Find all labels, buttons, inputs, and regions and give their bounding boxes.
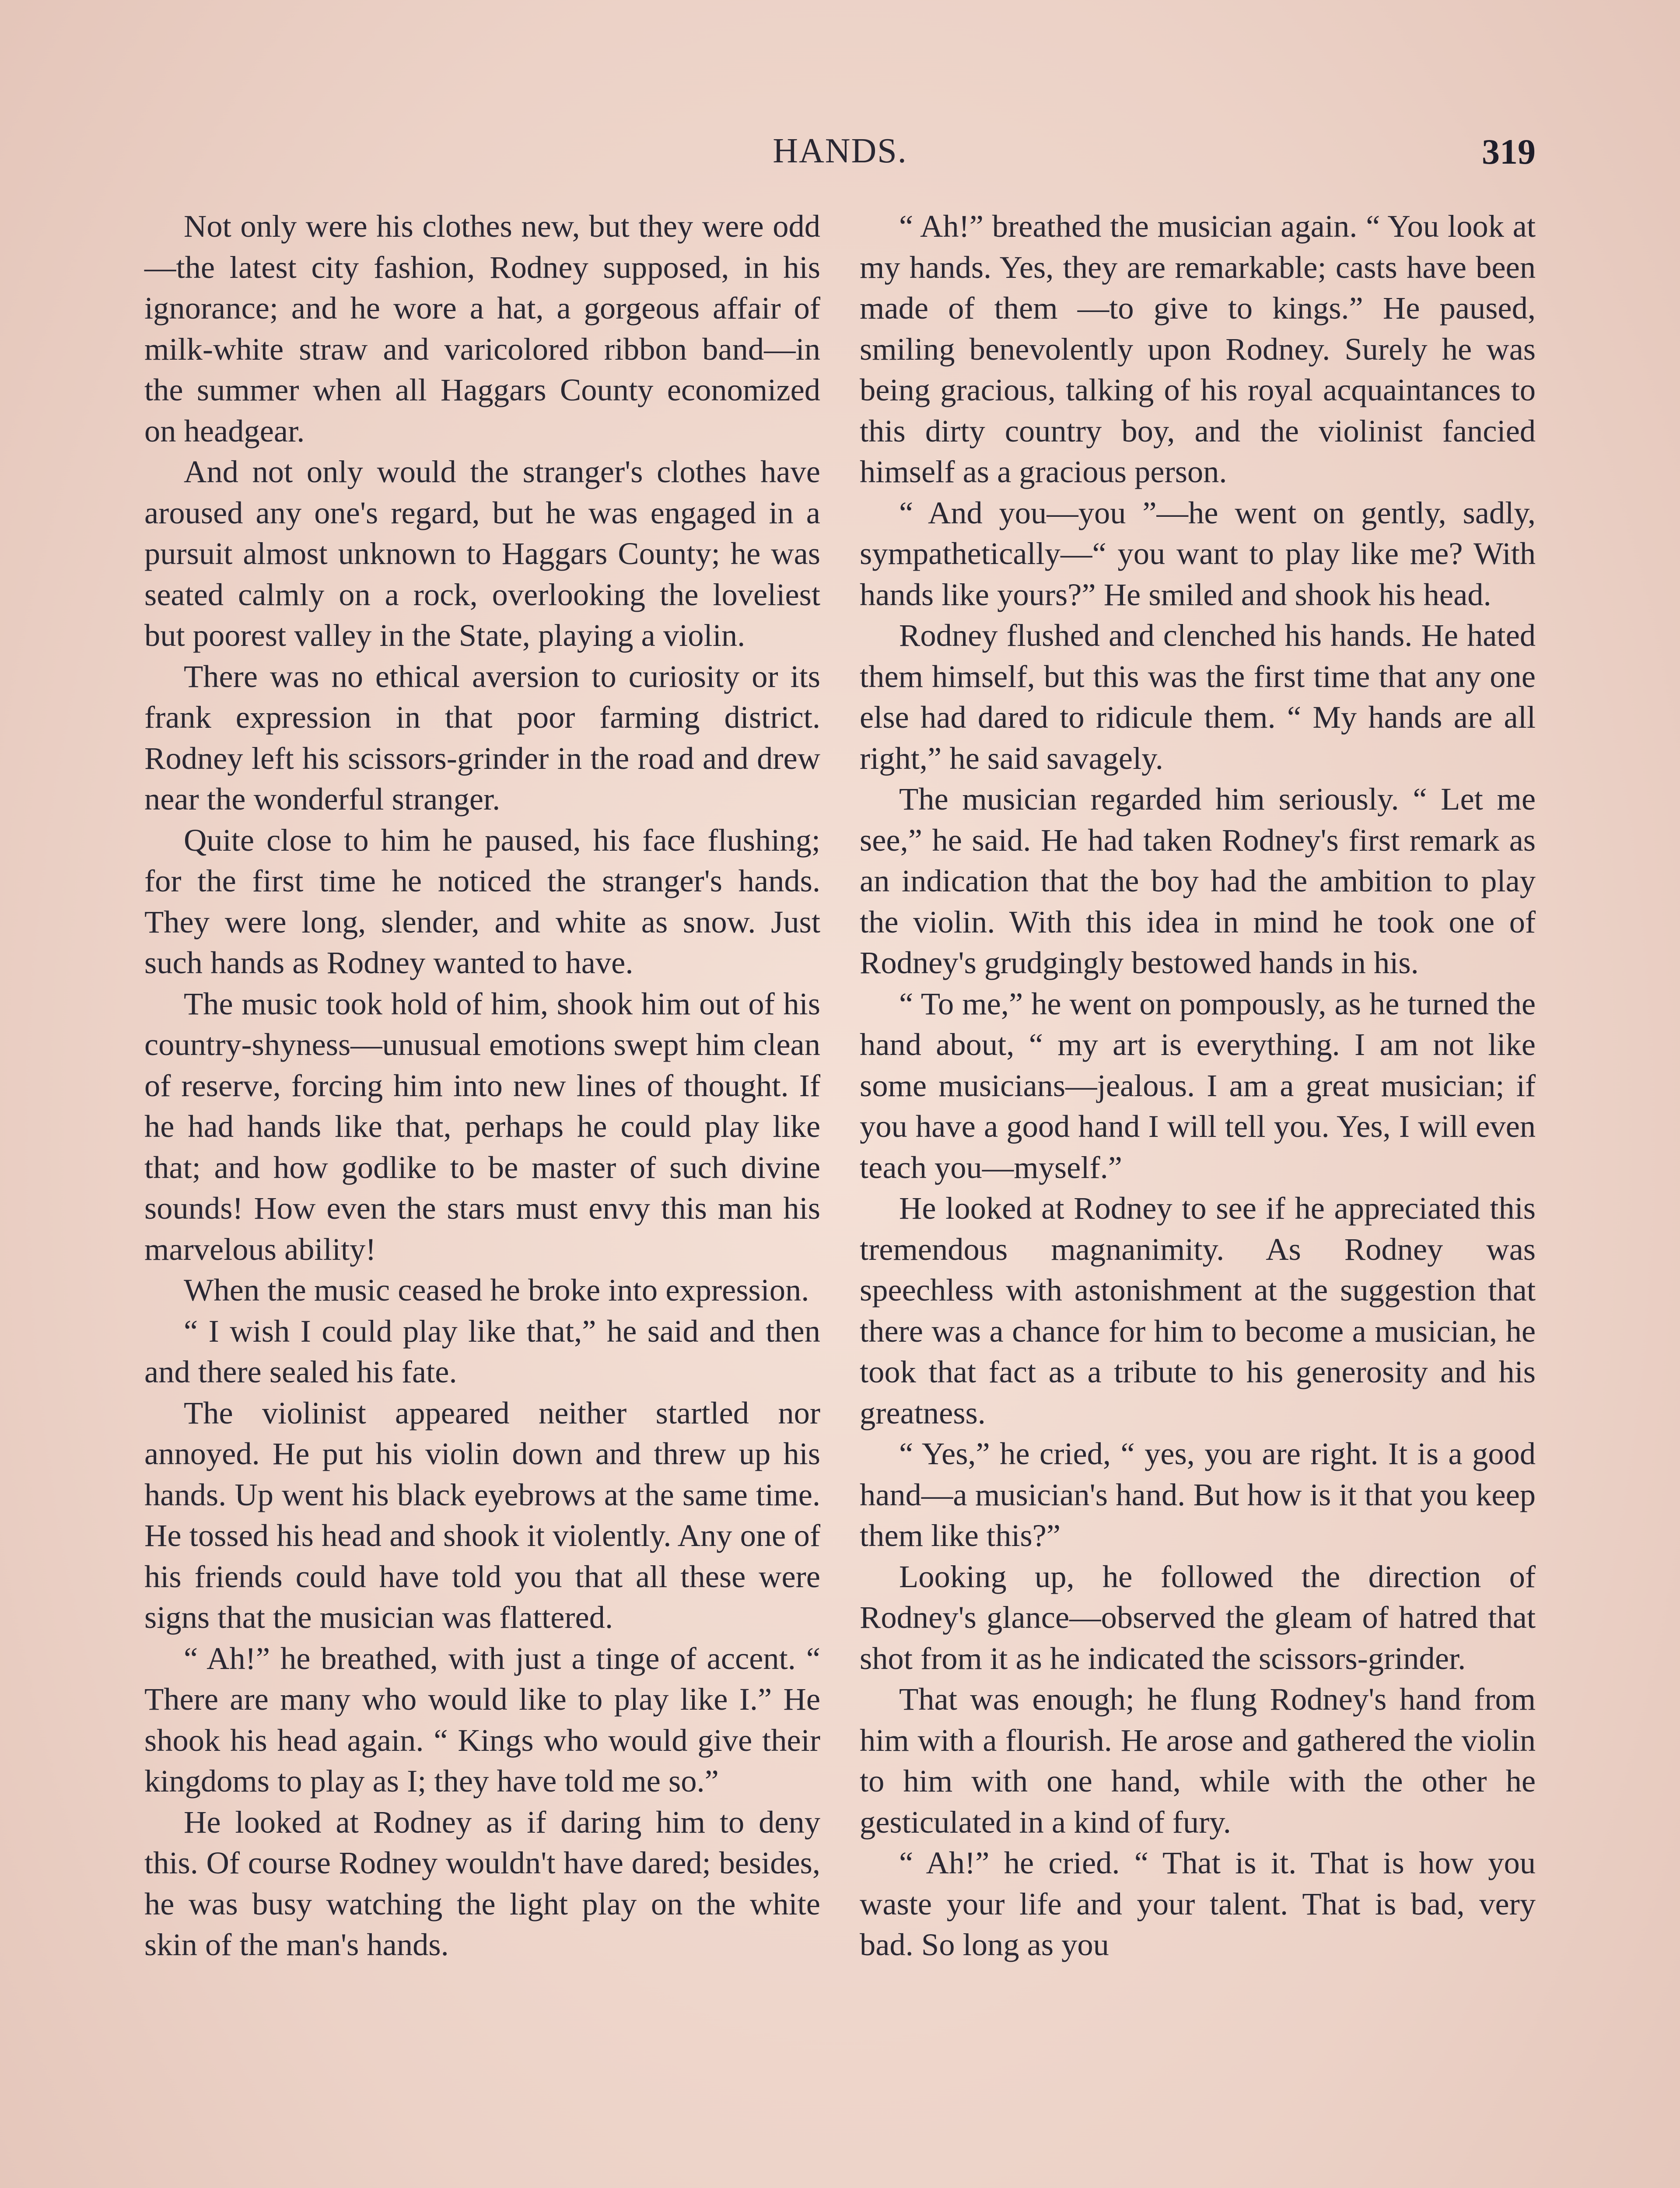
paragraph: Looking up, he followed the direction of Rodney's glance—observed the gleam of hatred that shot from it as he indicated the scissors-grinder. xyxy=(860,1558,1536,1676)
paragraph: Rodney flushed and clenched his hands. He hated them himself, but this was the first time that any one else had dared to ridicule them. “ My hands are all right,” he said savagely. xyxy=(860,617,1536,776)
paragraph: When the music ceased he broke into expression. xyxy=(184,1272,809,1308)
running-header xyxy=(0,131,1680,184)
paragraph: That was enough; he flung Rodney's hand from him with a flourish. He arose and gathered the violin to him with one hand, while with the other he gesticulated in a kind of fury. xyxy=(860,1681,1536,1840)
paragraph: Not only were his clothes new, but they were odd—the latest city fashion, Rodney supposed, in his ignorance; and he wore a hat, a gorgeous affair of milk-white straw and varicolored ribbon band—in the summer when all Haggars County economized on headgear. xyxy=(144,208,820,449)
paragraph: The musician regarded him seriously. “ Let me see,” he said. He had taken Rodney's first remark as an indication that the boy had the ambition to play the violin. With this idea in mind he took one of Rodney's grudgingly bestowed hands in his. xyxy=(860,781,1536,980)
page-number: 319 xyxy=(1482,132,1536,172)
right-column xyxy=(860,206,1536,1965)
page-title: HANDS. xyxy=(773,132,907,170)
paragraph: “ Yes,” he cried, “ yes, you are right. It is a good hand—a musician's hand. But how is it that you keep them like this?” xyxy=(860,1436,1536,1553)
paragraph: And not only would the stranger's clothes have aroused any one's regard, but he was engaged in a pursuit almost unknown to Haggars County; he was seated calmly on a rock, overlooking the loveliest but poorest valley in the State, playing a violin. xyxy=(144,454,820,653)
paragraph: “ Ah!” breathed the musician again. “ You look at my hands. Yes, they are remarkable; casts have been made of them —to give to kings.” He paused, smiling benevolently upon Rodney. Surely he was being gracious, talking of his royal acquaintances to this dirty country boy, and the violinist fancied himself as a gracious person. xyxy=(860,208,1536,489)
paragraph: “ Ah!” he breathed, with just a tinge of accent. “ There are many who would like to play like I.” He shook his head again. “ Kings who would give their kingdoms to play as I; they have told me so.” xyxy=(144,1640,820,1799)
paragraph: “ To me,” he went on pompously, as he turned the hand about, “ my art is everything. I am not like some musicians—jealous. I am a great musician; if you have a good hand I will tell you. Yes, I will even teach you—myself.” xyxy=(860,985,1536,1185)
paragraph: “ Ah!” he cried. “ That is it. That is how you waste your life and your talent. That is bad, very bad. So long as you xyxy=(860,1845,1536,1962)
paragraph: “ And you—you ”—he went on gently, sadly, sympathetically—“ you want to play like me? With hands like yours?” He smiled and shook his head. xyxy=(860,494,1536,612)
paragraph: The music took hold of him, shook him out of his country-shyness—unusual emotions swept him clean of reserve, forcing him into new lines of thought. If he had hands like that, perhaps he could play like that; and how godlike to be master of such divine sounds! How even the stars must envy this man his marvelous ability! xyxy=(144,985,820,1267)
paragraph: He looked at Rodney as if daring him to deny this. Of course Rodney wouldn't have dared; besides, he was busy watching the light play on the white skin of the man's hands. xyxy=(144,1804,820,1962)
paragraph: There was no ethical aversion to curiosity or its frank expression in that poor farming district. Rodney left his scissors-grinder in the road and drew near the wonderful stranger. xyxy=(144,658,820,817)
paragraph: The violinist appeared neither startled nor annoyed. He put his violin down and threw up his hands. Up went his black eyebrows at the same time. He tossed his head and shook it violently. Any one of his friends could have told you that all these were signs that the musician was flattered. xyxy=(144,1395,820,1635)
paragraph: Quite close to him he paused, his face flushing; for the first time he noticed the stranger's hands. They were long, slender, and white as snow. Just such hands as Rodney wanted to have. xyxy=(144,822,820,980)
left-column xyxy=(144,206,820,1965)
paragraph: “ I wish I could play like that,” he said and then and there sealed his fate. xyxy=(144,1313,820,1389)
paragraph: He looked at Rodney to see if he appreciated this tremendous magnanimity. As Rodney was speechless with astonishment at the suggestion that there was a chance for him to become a musician, he took that fact as a tribute to his generosity and his greatness. xyxy=(860,1190,1536,1431)
